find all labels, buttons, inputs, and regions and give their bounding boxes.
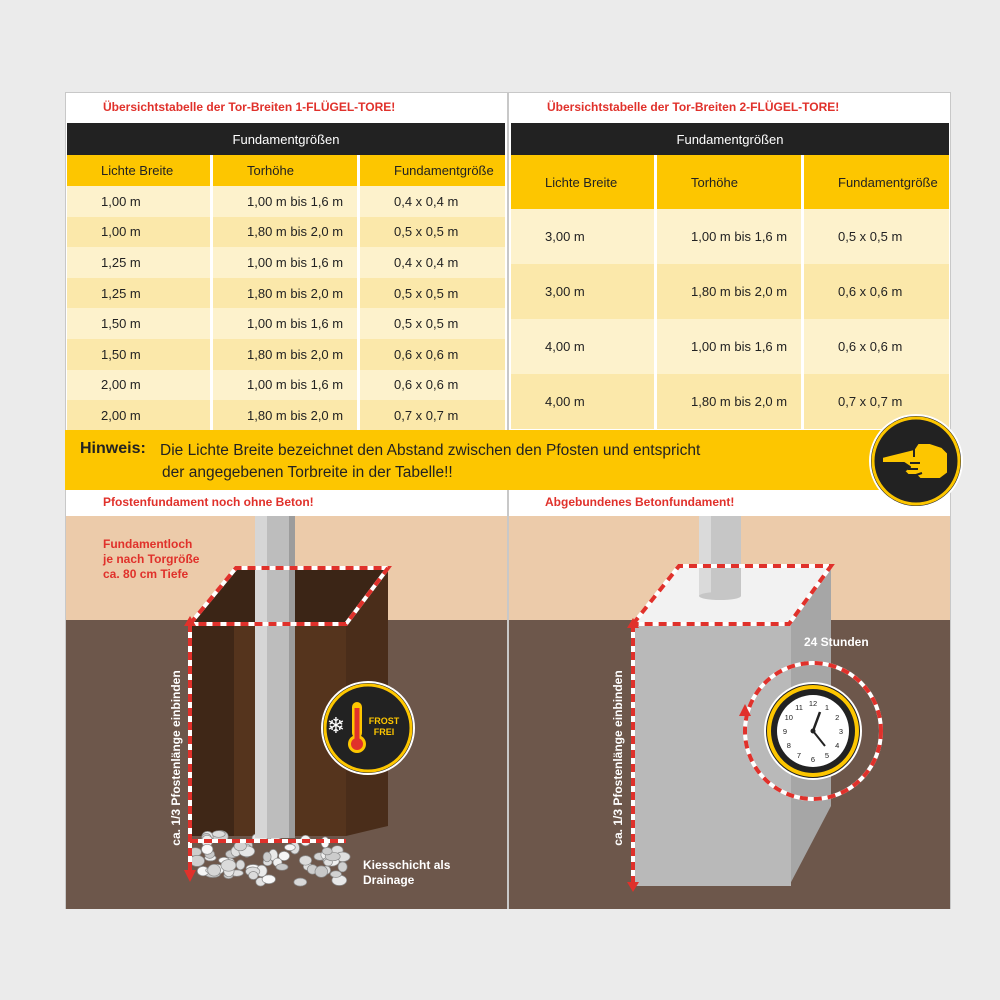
clock-icon (765, 683, 861, 779)
gravel-stone (262, 875, 275, 884)
hinweis-line-2: der angegebenen Torbreite in der Tabelle!! (162, 464, 453, 481)
scene-left-title: Pfostenfundament noch ohne Beton! (103, 495, 314, 509)
cell-torhoehe: 1,80 m bis 2,0 m (213, 278, 360, 309)
table-row (511, 319, 949, 374)
header-fundamentgroesse: Fundamentgröße (804, 155, 949, 209)
cell-fundamentgroesse: 0,5 x 0,5 m (804, 209, 949, 264)
cell-torhoehe: 1,00 m bis 1,6 m (657, 209, 804, 264)
cell-torhoehe: 1,00 m bis 1,6 m (213, 308, 360, 339)
table-1-fluegel (67, 123, 505, 431)
clock-numeral: 5 (824, 751, 830, 761)
hole-label-3: ca. 80 cm Tiefe (103, 567, 189, 581)
gravel-stone (202, 844, 213, 854)
frost-label-1: FROST (368, 716, 400, 726)
cell-torhoehe: 1,00 m bis 1,6 m (213, 247, 360, 278)
cell-lichte-breite: 1,00 m (67, 217, 213, 248)
cell-torhoehe: 1,00 m bis 1,6 m (213, 370, 360, 401)
clock-numeral: 9 (782, 727, 788, 736)
gravel-stone (276, 864, 288, 871)
cell-lichte-breite: 1,25 m (67, 278, 213, 309)
cell-lichte-breite: 1,50 m (67, 308, 213, 339)
cell-lichte-breite: 4,00 m (511, 319, 657, 374)
gravel-stone (208, 864, 221, 876)
cell-fundamentgroesse: 0,7 x 0,7 m (360, 400, 505, 431)
cell-fundamentgroesse: 0,4 x 0,4 m (360, 186, 505, 217)
cell-fundamentgroesse: 0,6 x 0,6 m (804, 319, 949, 374)
pointing-hand-icon (868, 413, 964, 509)
table-row (511, 209, 949, 264)
concrete-front (633, 624, 791, 886)
table-row (67, 217, 505, 248)
cell-torhoehe: 1,80 m bis 2,0 m (213, 217, 360, 248)
hinweis-text (160, 440, 700, 484)
cell-fundamentgroesse: 0,5 x 0,5 m (360, 278, 505, 309)
cell-fundamentgroesse: 0,6 x 0,6 m (804, 264, 949, 319)
cell-lichte-breite: 3,00 m (511, 209, 657, 264)
gravel-stone (285, 844, 296, 850)
clock-numeral: 10 (784, 713, 793, 722)
gravel-stone (330, 871, 341, 878)
clock-numeral: 3 (838, 727, 844, 736)
cell-lichte-breite: 1,50 m (67, 339, 213, 370)
hole-label-1: Fundamentloch (103, 537, 193, 551)
hole-label-2: je nach Torgröße (103, 552, 200, 566)
cell-fundamentgroesse: 0,4 x 0,4 m (360, 247, 505, 278)
table-title-bar: Fundamentgrößen (511, 123, 949, 155)
frost-label-2: FREI (373, 727, 395, 737)
clock-numeral: 7 (796, 751, 802, 761)
clock-numeral: 4 (835, 741, 840, 750)
snowflake-icon: ❄ (326, 714, 346, 739)
header-torhoehe: Torhöhe (657, 155, 804, 209)
gravel-stone (299, 856, 311, 866)
clock-numeral: 1 (824, 702, 830, 712)
cell-lichte-breite: 2,00 m (67, 400, 213, 431)
gravel-label-2: Drainage (363, 873, 415, 887)
cell-torhoehe: 1,00 m bis 1,6 m (213, 186, 360, 217)
cell-fundamentgroesse: 0,5 x 0,5 m (360, 217, 505, 248)
cell-lichte-breite: 4,00 m (511, 374, 657, 429)
cell-lichte-breite: 1,25 m (67, 247, 213, 278)
left-table-title: Übersichtstabelle der Tor-Breiten 1-FLÜGEL-TORE! (103, 100, 396, 114)
table-row (67, 186, 505, 217)
clock-numeral: 6 (810, 755, 816, 764)
gravel-stone (212, 831, 225, 838)
hinweis-label: Hinweis: (80, 440, 146, 457)
depth-label: ca. 1/3 Pfostenlänge einbinden (611, 670, 625, 846)
table-row (67, 247, 505, 278)
clock-numeral: 11 (795, 702, 803, 712)
table-row (511, 264, 949, 319)
cell-lichte-breite: 1,00 m (67, 186, 213, 217)
clock-numeral: 2 (835, 713, 840, 722)
table-row (67, 339, 505, 370)
header-lichte-breite: Lichte Breite (67, 155, 213, 186)
clock-numeral: 8 (786, 741, 791, 750)
gravel-stone (236, 860, 245, 870)
cell-fundamentgroesse: 0,7 x 0,7 m (804, 374, 949, 429)
scene-left-illustration (66, 516, 507, 909)
gravel-label-1: Kiesschicht als (363, 858, 451, 872)
gravel-stone (190, 855, 205, 866)
clock-numeral: 12 (808, 699, 818, 708)
gravel-stone (338, 862, 347, 872)
time-label: 24 Stunden (804, 635, 869, 649)
right-table-title: Übersichtstabelle der Tor-Breiten 2-FLÜGEL-TORE! (547, 100, 840, 114)
hinweis-line-1: Die Lichte Breite bezeichnet den Abstand zwischen den Pfosten und entspricht (160, 442, 701, 459)
table-row (67, 278, 505, 309)
header-fundamentgroesse: Fundamentgröße (360, 155, 505, 186)
cell-torhoehe: 1,80 m bis 2,0 m (657, 374, 804, 429)
cell-fundamentgroesse: 0,5 x 0,5 m (360, 308, 505, 339)
scene-right-title: Abgebundenes Betonfundament! (545, 495, 735, 509)
gravel-stone (249, 872, 258, 880)
cell-torhoehe: 1,80 m bis 2,0 m (213, 400, 360, 431)
gravel-stone (221, 860, 236, 872)
gravel-stone (263, 852, 271, 862)
cell-lichte-breite: 3,00 m (511, 264, 657, 319)
cell-torhoehe: 1,80 m bis 2,0 m (213, 339, 360, 370)
cell-torhoehe: 1,80 m bis 2,0 m (657, 264, 804, 319)
table-2-fluegel (511, 123, 949, 429)
header-lichte-breite: Lichte Breite (511, 155, 657, 209)
gravel-stone (322, 848, 332, 855)
cell-fundamentgroesse: 0,6 x 0,6 m (360, 370, 505, 401)
cell-fundamentgroesse: 0,6 x 0,6 m (360, 339, 505, 370)
depth-label: ca. 1/3 Pfostenlänge einbinden (169, 670, 183, 846)
hinweis-bar (65, 430, 951, 490)
cell-lichte-breite: 2,00 m (67, 370, 213, 401)
table-row (67, 308, 505, 339)
table-row (67, 400, 505, 431)
frost-free-icon (322, 682, 414, 774)
scene-right-illustration (509, 516, 950, 909)
cell-torhoehe: 1,00 m bis 1,6 m (657, 319, 804, 374)
table-row (67, 370, 505, 401)
gravel-stone (294, 878, 307, 886)
gravel-stone (315, 866, 328, 877)
header-torhoehe: Torhöhe (213, 155, 360, 186)
table-title-bar: Fundamentgrößen (67, 123, 505, 155)
